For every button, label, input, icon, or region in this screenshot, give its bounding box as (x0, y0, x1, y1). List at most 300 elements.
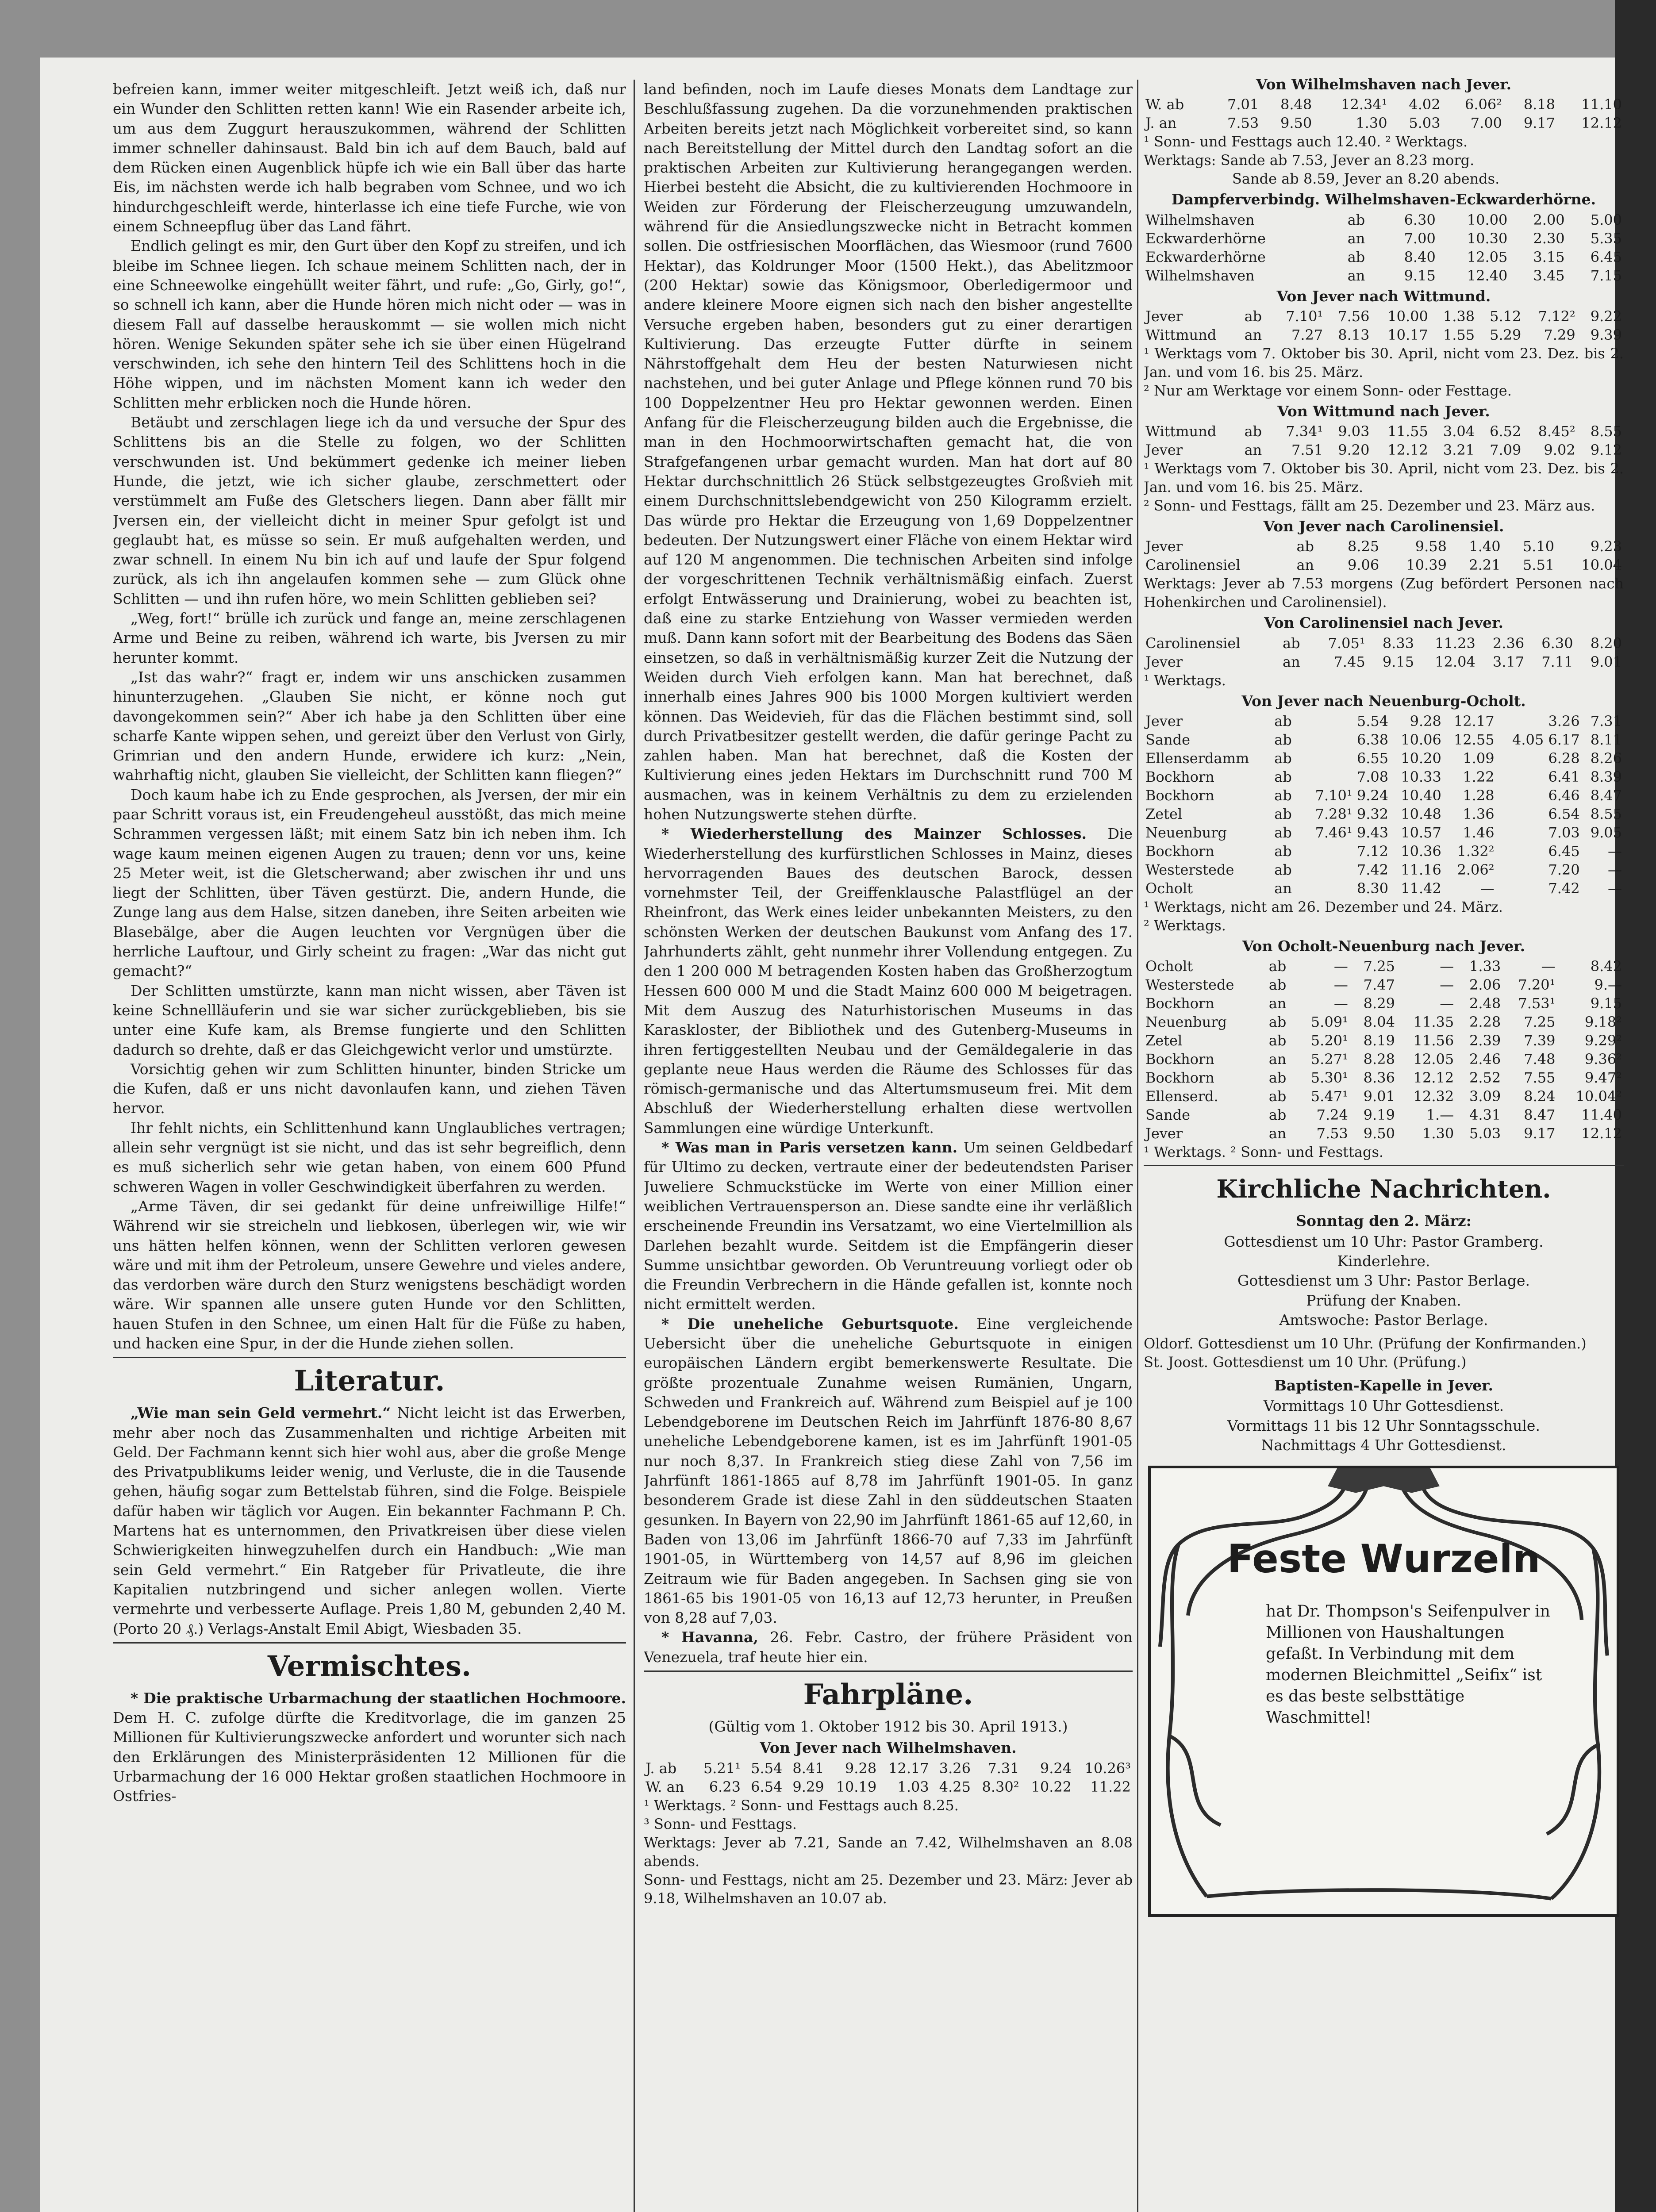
timetable-cell: 1.40 (1469, 538, 1501, 555)
timetable-cell: 7.25 (1524, 1014, 1556, 1031)
timetable-cell: 8.36 (1363, 1069, 1395, 1087)
timetable-cell: 6.28 (1548, 750, 1580, 767)
timetable-cell: 7.34¹ (1286, 423, 1323, 440)
story-paragraph: „Weg, fort!“ brülle ich zurück und fange an, meine zerschlagenen Arme und Beine zu reiben, während ich warte, bis Jversen zu mir herunter kommt. (113, 610, 626, 666)
timetable-jever-wilhelmshaven (644, 1759, 1133, 1796)
timetable-cell: 7.20 (1548, 861, 1580, 879)
timetable-cell: 7.25 (1363, 958, 1395, 975)
timetable-note: ¹ Sonn- und Festtags auch 12.40. ² Werktags. (1144, 133, 1468, 150)
timetable-cell: 8.18 (1523, 96, 1556, 113)
timetable-cell: 1.30 (1422, 1125, 1454, 1142)
timetable-cell: 12.04 (1435, 653, 1475, 670)
timetable-cell: 2.48 (1469, 995, 1501, 1012)
timetable-cell: 9.58 (1415, 538, 1447, 555)
story-paragraph: befreien kann, immer weiter mitgeschleift. Jetzt weiß ich, daß nur ein Wunder den Schlitten retten kann! Wie ein Rasender arbeite ich, um aus dem Zuggurt herauszukommen, während der Schlitten immer schneller dahinsaust. Bald bin ich auf dem Bauch, bald auf dem Rücken einen Augenblick hüpfe ich wie ein Ball über das harte Eis, im nächsten werde ich halb begraben vom Schnee, und wo ich hindurchgeschleift werde, hinterlasse ich eine tiefe Furche, wie von einem Schneepflug über das Land fährt. (113, 81, 626, 235)
timetable-cell: 12.05 (1413, 1051, 1454, 1068)
timetable-cell: Zetel (1145, 806, 1183, 823)
fahrplaene-heading: Fahrpläne. (803, 1678, 973, 1712)
timetable-cell: 9.20 (1338, 442, 1370, 459)
timetable-note: Werktags: Jever ab 7.21, Sande an 7.42, Wilhelmshaven an 8.08 abends. (644, 1834, 1133, 1870)
timetable-cell: ab (1268, 1032, 1287, 1049)
timetable-cell: 9.50 (1363, 1125, 1395, 1142)
timetable-cell: W. ab (1145, 96, 1184, 113)
timetable-cell: 7.56 (1338, 307, 1370, 325)
timetable-cell: an (1268, 995, 1287, 1012)
timetable-cell: 5.29 (1490, 326, 1522, 343)
article-text: Die Wiederherstellung des kurfürstlichen Schlosses in Mainz, dieses hervorragenden Baues des deutschen Barock, dessen vornehmster Teil, der Greiffenklausche Palastflügel an der Rheinfront, das Werk eines leider unbekannten Meisters, zu den schönsten Werken der deutschen Baukunst vom Anfang des 17. Jahrhunderts zählt, geht nunmehr ihrer Vollendung entgegen. Zu den 1 200 000 M betragenden Kosten haben das Großherzogtum Hessen 600 000 M und die Stadt Mainz 600 000 M beigetragen. Mit dem Auszug des Naturhistorischen Museums in das Karaskloster, der Bibliothek und des Gutenberg-Museums in ihren fertiggestellten Neubau und der Gemäldegalerie in das geplante neue Haus werden die Räume des Schlosses für das römisch-germanische und das Altertumsmuseum frei. Mit dem Abschluß der Wiederherstellung erhalten diese wertvollen Sammlungen eine würdige Unterkunft. (644, 825, 1133, 1137)
timetable-note: ² Nur am Werktage vor einem Sonn- oder Festtage. (1144, 382, 1512, 399)
timetable-cell: 4.02 (1409, 96, 1441, 113)
timetable-row (1144, 441, 1624, 459)
timetable-cell: 12.34¹ (1341, 96, 1387, 113)
timetable-cell: J. ab (645, 1759, 677, 1777)
timetable-cell: 6.52 (1490, 423, 1522, 440)
timetable-cell: 8.24 (1524, 1088, 1556, 1105)
section-divider (113, 1642, 626, 1644)
timetable-cell: 7.51 (1291, 442, 1323, 459)
timetable-row (1144, 730, 1624, 749)
timetable-cell: ab (1274, 768, 1292, 786)
column-2 (644, 80, 1133, 2177)
timetable-cell: 10.00 (1387, 307, 1428, 325)
timetable-cell: 8.30² (982, 1778, 1019, 1795)
timetable-cell: Ocholt (1145, 958, 1193, 975)
timetable-cell: 9.06 (1347, 557, 1379, 574)
timetable-cell: — (1440, 958, 1454, 975)
timetable-cell: ab (1244, 307, 1262, 325)
timetable-cell: 7.00 (1404, 230, 1436, 247)
timetable-cell: Ellenserdamm (1145, 750, 1249, 767)
timetable-cell: 5.00 (1590, 211, 1622, 228)
story-paragraph: Endlich gelingt es mir, den Gurt über den Kopf zu streifen, und ich bleibe im Schnee liegen. Ich schaue meinem Schlitten nach, der in eine Schneewolke eingehüllt weiter fährt, und rufe: „Go, Girly, go!“, so schnell ich kann, aber die Hunde hören mich nicht oder — was in diesem Fall auf dasselbe herauskommt — sie wollen mich nicht hören. Wenige Sekunden später sehe ich sie über einen Hügelrand verschwinden, ich sehe den hintern Teil des Schlittens hoch in die Höhe wippen, und im nächsten Moment kann ich weder den Schlitten mehr erblicken noch die Hunde hören. (113, 237, 626, 411)
timetable-cell: 6.23 (709, 1778, 741, 1795)
article-title: * Havanna, (661, 1628, 758, 1646)
timetable-cell: 11.56 (1413, 1032, 1454, 1049)
timetable-cell: Ellenserd. (1145, 1088, 1218, 1105)
timetable-row (1144, 994, 1624, 1013)
timetable-cell: 1.33 (1469, 958, 1501, 975)
timetable-cell: 4.25 (939, 1778, 971, 1795)
timetable-cell: 7.31 (987, 1759, 1019, 1777)
timetable-cell: ab (1268, 1106, 1287, 1124)
kirchliche-nachrichten-heading: Kirchliche Nachrichten. (1216, 1175, 1551, 1204)
timetable-cell: 5.35 (1590, 230, 1622, 247)
timetable-note: ¹ Werktags vom 7. Oktober bis 30. April, nicht vom 23. Dez. bis 2. Jan. und vom 16. bis 25. März. (1144, 460, 1624, 496)
timetable-cell: 8.47 (1524, 1106, 1556, 1124)
timetable-row (1144, 114, 1624, 132)
timetable-row (1144, 653, 1624, 671)
church-date: Sonntag den 2. März: (1296, 1212, 1472, 1230)
timetable-cell: 3.17 (1492, 653, 1525, 670)
timetable-row (644, 1759, 1133, 1778)
story-paragraph: Ihr fehlt nichts, ein Schlittenhund kann Unglaubliches vertragen; allein sehr vergnügt ist sie nicht, und das ist sehr begreiflich, denn es muß sicherlich sehr wie getan haben, von einem 600 Pfund schweren Wagen in voller Geschwindigkeit überfahren zu werden. (113, 1119, 626, 1195)
timetable-cell: 10.22 (1031, 1778, 1072, 1795)
timetable-row (1144, 248, 1624, 266)
timetable-cell: 7.03 (1548, 824, 1580, 841)
timetable-cell: 3.45 (1533, 267, 1565, 284)
timetable-row (1144, 768, 1624, 786)
timetable-row (1144, 712, 1624, 730)
timetable-cell: 9.15 (1382, 653, 1414, 670)
timetable-cell: 8.04 (1363, 1014, 1395, 1031)
timetable-row (1144, 537, 1624, 556)
timetable-cell: 12.32 (1413, 1088, 1454, 1105)
timetable-cell: 3.15 (1533, 248, 1565, 265)
church-line: Kinderlehre. (1337, 1252, 1430, 1270)
timetable-row (1144, 805, 1624, 823)
timetable-cell: 1.38 (1443, 307, 1475, 325)
literatur-text: Nicht leicht ist das Erwerben, mehr aber noch das Zusammenhalten und richtige Arbeiten mit Geld. Der Fachmann kennt sich hier wohl aus, aber die große Menge des Privatpublikums leider wenig, und Verluste, die in die Tausende gehen, häufig sogar zum Bettelstab führen, sind die Folge. Beispiele dafür haben wir täglich vor Augen. Ein bekannter Fachmann P. Ch. Martens hat es unternommen, den Privatkreisen über diese vielen Schwierigkeiten hinwegzuhelfen durch ein Handbuch: „Wie man sein Geld vermehrt.“ Ein Ratgeber für Privatleute, die ihre Kapitalien nutzbringend und sicher anlegen wollen. Vierte vermehrte und verbesserte Auflage. Preis 1,80 M, gebunden 2,40 M. (Porto 20 ₰.) Verlags-Anstalt Emil Abigt, Wiesbaden 35. (113, 1404, 626, 1637)
timetable-cell: 9.05 (1590, 824, 1622, 841)
column-rule-2 (1137, 80, 1138, 2212)
timetable-cell: 5.27¹ (1310, 1051, 1348, 1068)
timetable-cell: 10.19 (836, 1778, 877, 1795)
timetable-cell: Wilhelmshaven (1145, 211, 1255, 228)
timetable-cell: 8.20 (1590, 634, 1622, 652)
article-paragraph (644, 824, 1133, 1138)
timetable-wilhelmshaven-jever (1144, 95, 1624, 132)
timetable-row (1144, 1050, 1624, 1068)
timetable-note: Werktags: Jever ab 7.53 morgens (Zug befördert Personen nach Hohenkirchen und Carolinensiel). (1144, 575, 1624, 611)
article-title: * Was man in Paris versetzen kann. (661, 1139, 958, 1156)
timetable-row (1144, 975, 1624, 994)
timetable-cell: ab (1274, 750, 1292, 767)
timetable-cell: 11.22 (1090, 1778, 1131, 1795)
timetable-row (1144, 1068, 1624, 1087)
timetable-cell: 1.03 (897, 1778, 929, 1795)
timetable-cell: 9.15 (1404, 267, 1436, 284)
timetable-cell: an (1268, 1125, 1287, 1142)
article-title: * Die uneheliche Geburtsquote. (661, 1315, 959, 1333)
literatur-paragraph (113, 1403, 626, 1639)
vermischtes-title: * Die praktische Urbarmachung der staatlichen Hochmoore. (131, 1689, 626, 1707)
timetable-cell: ab (1274, 861, 1292, 879)
church-line: Nachmittags 4 Uhr Gottesdienst. (1261, 1436, 1506, 1454)
timetable-cell: 2.30 (1533, 230, 1565, 247)
timetable-cell: 7.29 (1544, 326, 1575, 343)
timetable-row (1144, 211, 1624, 229)
timetable-cell: 6.06² (1464, 96, 1502, 113)
timetable-cell: 7.01 (1227, 96, 1259, 113)
timetable-heading: Von Jever nach Wittmund. (1276, 287, 1491, 305)
timetable-cell: 9.17 (1523, 115, 1556, 132)
timetable-cell: an (1274, 880, 1292, 897)
timetable-cell: 10.36 (1401, 843, 1441, 860)
timetable-note: ² Sonn- und Festtags, fällt am 25. Dezember und 23. März aus. (1144, 497, 1595, 515)
story-paragraph: Doch kaum habe ich zu Ende gesprochen, als Jversen, der mir ein paar Schritt voraus ist, ein Freudengeheul ausstößt, das mich meine Schrammen vergessen läßt; mit einem Satz bin ich neben ihm. Ich wage kaum meinen eigenen Augen zu trauen; denn vor uns, keine 25 Meter weit, ist die Gletscherwand; aber zwischen ihr und uns liegt der Schlitten, über Täven gestürzt. Die, andern Hunde, die Zunge lang aus dem Halse, sitzen daneben, ihre Seiten arbeiten wie Blasebälge, aber die Augen leuchten vor Vergnügen über die herrliche Lauftour, und Girly scheint zu fragen: „War das nicht gut gemacht?“ (113, 786, 626, 980)
timetable-cell: 10.04² (1575, 1088, 1622, 1105)
timetable-cell: 8.42 (1590, 958, 1622, 975)
timetable-heading: Von Jever nach Neuenburg-Ocholt. (1241, 692, 1526, 710)
timetable-cell: 11.10 (1581, 96, 1622, 113)
timetable-cell: 7.45 (1333, 653, 1365, 670)
timetable-cell: 7.39 (1524, 1032, 1556, 1049)
timetable-cell: — (1608, 861, 1622, 879)
timetable-row (1144, 823, 1624, 842)
timetable-cell: 8.19 (1363, 1032, 1395, 1049)
timetable-cell: ab (1347, 248, 1365, 265)
timetable-cell: 7.20¹ (1518, 976, 1556, 994)
timetable-cell: 8.25 (1347, 538, 1379, 555)
article-text: Eine vergleichende Uebersicht über die uneheliche Geburtsquote in einigen europäischen Ländern ergibt bemerkenswerte Resultate. Die größte prozentuale Zunahme weisen Rumänien, Ungarn, Schweden und Frankreich auf. Während zum Beispiel auf je 100 Lebendgeborene im Deutschen Reich im Jahrfünft 1876-80 8,67 uneheliche Lebendgeborene kamen, ist es im Jahrfünft 1901-05 nur noch 8,37. In Frankreich stieg diese Zahl von 7,56 im Jahrfünft 1861-1865 auf 8,78 im Jahrfünft 1901-05. In ganz besonderem Grade ist diese Zahl in den süddeutschen Staaten gesunken. In Bayern von 22,90 im Jahrfünft 1861-65 auf 12,60, in Baden von 13,06 im Jahrfünft 1866-70 auf 7,33 im Jahrfünft 1901-05, in Württemberg von 14,57 auf 8,96 im gleichen Zeitraum wie für Baden angegeben. In Sachsen ging sie von 1861-65 bis 1901-05 von 16,13 auf 12,73 herunter, in Preußen von 8,28 auf 7,03. (644, 1315, 1133, 1627)
timetable-cell: an (1347, 267, 1365, 284)
section-divider (113, 1357, 626, 1358)
timetable-cell: 3.26 (939, 1759, 971, 1777)
timetable-row (644, 1778, 1133, 1796)
timetable-cell: 2.36 (1492, 634, 1525, 652)
timetable-cell: 9.47² (1584, 1069, 1622, 1087)
timetable-cell: 7.48 (1524, 1051, 1556, 1068)
timetable-cell: ab (1268, 1014, 1287, 1031)
ad-headline: Feste Wurzeln (1227, 1536, 1541, 1582)
literatur-title: „Wie man sein Geld vermehrt.“ (131, 1404, 391, 1422)
timetable-cell: 2.28 (1469, 1014, 1501, 1031)
timetable-cell: 5.10 (1522, 538, 1555, 555)
timetable-row (1144, 1087, 1624, 1106)
timetable-heading: Dampferverbindg. Wilhelmshaven-Eckwarderhörne. (1171, 191, 1596, 208)
timetable-cell: — (1541, 958, 1556, 975)
timetable-cell: Jever (1145, 1125, 1183, 1142)
timetable-cell: 9.01 (1363, 1088, 1395, 1105)
timetable-cell: 5.21¹ (703, 1759, 741, 1777)
timetable-cell: 2.52 (1469, 1069, 1501, 1087)
timetable-cell: 5.03 (1409, 115, 1441, 132)
timetable-cell: 4.05 6.17 (1512, 731, 1580, 749)
timetable-cell: 10.00 (1467, 211, 1508, 228)
timetable-row (1144, 266, 1624, 285)
column-3 (1144, 73, 1624, 2177)
timetable-cell: — (1440, 995, 1454, 1012)
timetable-cell: 9.12 (1590, 442, 1622, 459)
timetable-row (1144, 1013, 1624, 1031)
timetable-row (1144, 634, 1624, 653)
timetable-cell: ab (1268, 958, 1287, 975)
timetable-row (1144, 749, 1624, 768)
timetable-cell: 9.29 (792, 1778, 824, 1795)
timetable-cell: 9.17 (1524, 1125, 1556, 1142)
timetable-cell: 7.42 (1548, 880, 1580, 897)
baptisten-heading: Baptisten-Kapelle in Jever. (1274, 1377, 1493, 1394)
timetable-cell: Westerstede (1145, 976, 1234, 994)
timetable-jever-wittmund (1144, 307, 1624, 344)
timetable-heading: Von Ocholt-Neuenburg nach Jever. (1242, 937, 1525, 955)
timetable-cell: Neuenburg (1145, 1014, 1227, 1031)
timetable-cell: 9.23 (1590, 538, 1622, 555)
timetable-note: ³ Sonn- und Festtags. (644, 1815, 797, 1832)
timetable-cell: an (1244, 326, 1262, 343)
timetable-cell: 10.57 (1401, 824, 1441, 841)
timetable-cell: 9.19 (1363, 1106, 1395, 1124)
timetable-cell: 7.12² (1538, 307, 1575, 325)
timetable-cell: 2.21 (1469, 557, 1501, 574)
timetable-cell: an (1296, 557, 1314, 574)
timetable-cell: 7.15 (1590, 267, 1622, 284)
timetable-cell: an (1268, 1051, 1287, 1068)
timetable-cell: 2.06² (1457, 861, 1495, 879)
timetable-cell: 9.28 (1410, 713, 1441, 730)
timetable-cell: ab (1274, 806, 1292, 823)
timetable-heading: Von Carolinensiel nach Jever. (1264, 614, 1503, 632)
timetable-cell: Jever (1145, 442, 1183, 459)
section-divider (1144, 1165, 1624, 1166)
timetable-cell: Bockhorn (1145, 1051, 1214, 1068)
timetable-cell: an (1283, 653, 1300, 670)
timetable-cell: 10.17 (1387, 326, 1428, 343)
timetable-cell: 10.33 (1401, 768, 1441, 786)
timetable-cell: 9.15 (1590, 995, 1622, 1012)
timetable-cell: 5.12 (1490, 307, 1522, 325)
timetable-cell: 7.55 (1524, 1069, 1556, 1087)
fahrplaene-validity: (Gültig vom 1. Oktober 1912 bis 30. April 1913.) (708, 1718, 1068, 1736)
timetable-cell: ab (1274, 824, 1292, 841)
timetable-cell: ab (1274, 713, 1292, 730)
column-rule-1 (634, 80, 635, 2212)
timetable-cell: 6.54 (751, 1778, 783, 1795)
timetable-row (1144, 786, 1624, 805)
timetable-note: ¹ Werktags. ² Sonn- und Festtags. (1144, 1144, 1384, 1161)
timetable-cell: 5.03 (1469, 1125, 1501, 1142)
timetable-cell: Bockhorn (1145, 995, 1214, 1012)
timetable-cell: 12.17 (1453, 713, 1495, 730)
timetable-cell: ab (1274, 787, 1292, 804)
timetable-cell: 8.29 (1363, 995, 1395, 1012)
vermischtes-text: Dem H. C. zufolge dürfte die Kreditvorlage, die im ganzen 25 Millionen für Kultivierungszwecke anfordert und worunter sich nach den Erklärungen des Ministerpräsidenten 12 Millionen für die Urbarmachung der 16 000 Hektar großen staatlichen Hochmoore in Ostfries- (113, 1709, 626, 1805)
timetable-cell: Bockhorn (1145, 1069, 1214, 1087)
timetable-cell: 2.00 (1533, 211, 1565, 228)
timetable-cell: 9.02 (1544, 442, 1575, 459)
timetable-note: ² Werktags. (1144, 917, 1226, 934)
timetable-cell: 7.11 (1541, 653, 1573, 670)
timetable-cell: 6.54 (1548, 806, 1580, 823)
timetable-cell: 7.10¹ 9.24 (1315, 787, 1389, 804)
timetable-cell: 4.31 (1469, 1106, 1501, 1124)
timetable-cell: an (1244, 442, 1262, 459)
timetable-cell: 10.30 (1467, 230, 1508, 247)
timetable-cell: 12.55 (1453, 731, 1495, 749)
timetable-cell: 8.11 (1590, 731, 1622, 749)
timetable-cell: — (1480, 880, 1495, 897)
timetable-cell: 9.— (1594, 976, 1622, 994)
timetable-cell: — (1608, 880, 1622, 897)
timetable-note: ¹ Werktags. (1144, 672, 1226, 689)
timetable-cell: 9.03 (1338, 423, 1370, 440)
timetable-cell: 10.04 (1581, 557, 1622, 574)
timetable-cell: 7.08 (1356, 768, 1389, 786)
timetable-cell: 8.26 (1590, 750, 1622, 767)
timetable-cell: 5.09¹ (1310, 1014, 1348, 1031)
church-line: Vormittags 10 Uhr Gottesdienst. (1263, 1397, 1504, 1415)
timetable-cell: 3.21 (1443, 442, 1475, 459)
timetable-cell: 6.41 (1548, 768, 1580, 786)
timetable-cell: 7.31 (1590, 713, 1622, 730)
timetable-cell: Ocholt (1145, 880, 1193, 897)
timetable-note: ¹ Werktags vom 7. Oktober bis 30. April, nicht vom 23. Dez. bis 2. Jan. und vom 16. bis 25. März. (1144, 345, 1624, 380)
timetable-cell: Carolinensiel (1145, 557, 1241, 574)
timetable-cell: Sande (1145, 731, 1191, 749)
timetable-cell: — (1333, 958, 1348, 975)
timetable-row (1144, 842, 1624, 860)
column-1 (113, 80, 626, 2177)
timetable-cell: 12.12 (1387, 442, 1428, 459)
timetable-cell: 7.53 (1227, 115, 1259, 132)
timetable-cell: 7.27 (1291, 326, 1323, 343)
literatur-heading: Literatur. (294, 1364, 445, 1398)
timetable-cell: 8.45² (1538, 423, 1575, 440)
timetable-cell: 8.48 (1280, 96, 1312, 113)
timetable-cell: 7.10¹ (1286, 307, 1323, 325)
timetable-cell: 1.28 (1463, 787, 1495, 804)
timetable-cell: 7.53 (1316, 1125, 1348, 1142)
timetable-cell: 6.45 (1590, 248, 1622, 265)
timetable-cell: ab (1296, 538, 1314, 555)
timetable-row (1144, 95, 1624, 114)
timetable-row (1144, 1106, 1624, 1124)
timetable-cell: Zetel (1145, 1032, 1183, 1049)
article-paragraph: land befinden, noch im Laufe dieses Monats dem Landtage zur Beschlußfassung zugehen. Da die vorzunehmenden praktischen Arbeiten bereits jetzt nach Möglichkeit vorbereitet sind, so kann nach Bereitstellung der Mittel durch den Landtag sofort an die praktischen Arbeiten zur Kultivierung herangegangen werden. Hierbei besteht die Absicht, die zu kultivierenden Hochmoore in Weiden zur Förderung der Fleischerzeugung umzuwandeln, während für die Ansiedlungszwecke nicht in Betracht kommen sollen. Die ostfriesischen Moorflächen, das Wiesmoor (rund 7600 Hektar), das Koldrunger Moor (1500 Hekt.), das Abelitzmoor (200 Hektar) sowie das Königsmoor, Oberledigermoor und andere kleinere Moore eignen sich nach den bisher angestellte Versuche ergeben haben, besonders gut zu einer derartigen Kultivierung. Das erzeugte Futter dürfte in seinem Nährstoffgehalt dem Heu der besten Naturwiesen nicht nachstehen, und bei guter Anlage und Pflege können rund 70 bis 100 Doppelzentner Heu pro Hektar gewonnen werden. Einen Anfang für die Fleischerzeugung bilden auch die Ergebnisse, die man in den Hochmoorwirtschaften gemacht hat, die von Strafgefangenen urbar gemacht wurden. Man hat dort auf 80 Hektar durchschnittlich 26 Stück selbstgezeugtes Großvieh mit einem Durchschnittslebendgewicht von 250 Kilogramm erzielt. Das würde pro Hektar die Erzeugung von 1,69 Doppelzentner bedeuten. Der Nutzungswert einer Fläche von einem Hektar wird auf 120 M angenommen. Die technischen Arbeiten sind infolge der vorgeschrittenen Technik verhältnismäßig einfach. Zuerst erfolgt Entwässerung und Drainierung, wobei zu beachten ist, daß eine zu starke Entziehung von Wasser vermieden werden muß. Dann kann sofort mit der Bearbeitung des Bodens das Säen einsetzen, so daß in verhältnismäßig kurzer Zeit die Nutzung der Weiden durch Vieh erfolgen kann. Man hat berechnet, daß innerhalb eines Jahres 900 bis 1000 Morgen kultiviert werden können. Das Weidevieh, für das die Flächen bestimmt sind, soll durch Privatbesitzer gestellt werden, die dafür geringe Pacht zu zahlen haben. Man hat berechnet, daß die Kosten der Kultivierung eines jeden Hektars im Durchschnitt rund 700 M ausmachen, was in keinem Verhältnis zu dem zu erzielenden hohen Nutzungswerte stehen dürfte. (644, 81, 1133, 823)
timetable-cell: 5.51 (1522, 557, 1555, 574)
timetable-cell: 7.46¹ 9.43 (1315, 824, 1389, 841)
timetable-cell: 11.23 (1435, 634, 1475, 652)
timetable-cell: 7.28¹ 9.32 (1315, 806, 1389, 823)
timetable-note: Werktags: Sande ab 7.53, Jever an 8.23 morg. (1144, 152, 1475, 169)
timetable-cell: 1.32² (1457, 843, 1495, 860)
timetable-jever-neuenburg-ocholt (1144, 712, 1624, 898)
timetable-carolinensiel-jever (1144, 634, 1624, 671)
timetable-row (1144, 1124, 1624, 1143)
timetable-cell: 6.55 (1356, 750, 1389, 767)
timetable-row (1144, 879, 1624, 898)
timetable-cell: 2.06 (1469, 976, 1501, 994)
timetable-cell: 9.01 (1590, 653, 1622, 670)
timetable-cell: 7.42 (1356, 861, 1389, 879)
timetable-cell: ab (1268, 976, 1287, 994)
timetable-cell: 6.38 (1356, 731, 1389, 749)
timetable-cell: ab (1347, 211, 1365, 228)
timetable-cell: — (1333, 976, 1348, 994)
timetable-cell: 12.12 (1581, 115, 1622, 132)
timetable-cell: 10.06 (1401, 731, 1441, 749)
timetable-cell: 8.55 (1590, 423, 1622, 440)
timetable-dampfer (1144, 211, 1624, 285)
timetable-cell: 6.45 (1548, 843, 1580, 860)
timetable-cell: 8.33 (1382, 634, 1414, 652)
timetable-cell: ab (1244, 423, 1262, 440)
timetable-cell: ab (1268, 1069, 1287, 1087)
timetable-cell: Carolinensiel (1145, 634, 1241, 652)
timetable-cell: 1.46 (1463, 824, 1495, 841)
timetable-cell: 9.18² (1584, 1014, 1622, 1031)
timetable-cell: Jever (1145, 307, 1183, 325)
article-title: * Wiederherstellung des Mainzer Schlosses. (661, 825, 1087, 843)
timetable-row (1144, 326, 1624, 344)
timetable-cell: 1.22 (1463, 768, 1495, 786)
article-paragraph (644, 1314, 1133, 1628)
timetable-cell: 8.39 (1590, 768, 1622, 786)
timetable-cell: Wittmund (1145, 326, 1217, 343)
timetable-cell: 8.41 (792, 1759, 824, 1777)
timetable-cell: 8.30 (1356, 880, 1389, 897)
timetable-cell: 7.53¹ (1518, 995, 1556, 1012)
timetable-cell: 12.05 (1467, 248, 1508, 265)
timetable-row (1144, 229, 1624, 248)
timetable-cell: 9.24 (1040, 1759, 1072, 1777)
section-divider (644, 1671, 1133, 1672)
timetable-cell: ab (1283, 634, 1300, 652)
timetable-cell: 9.22 (1590, 307, 1622, 325)
timetable-wittmund-jever (1144, 422, 1624, 459)
timetable-cell: 11.35 (1413, 1014, 1454, 1031)
timetable-cell: Westerstede (1145, 861, 1234, 879)
